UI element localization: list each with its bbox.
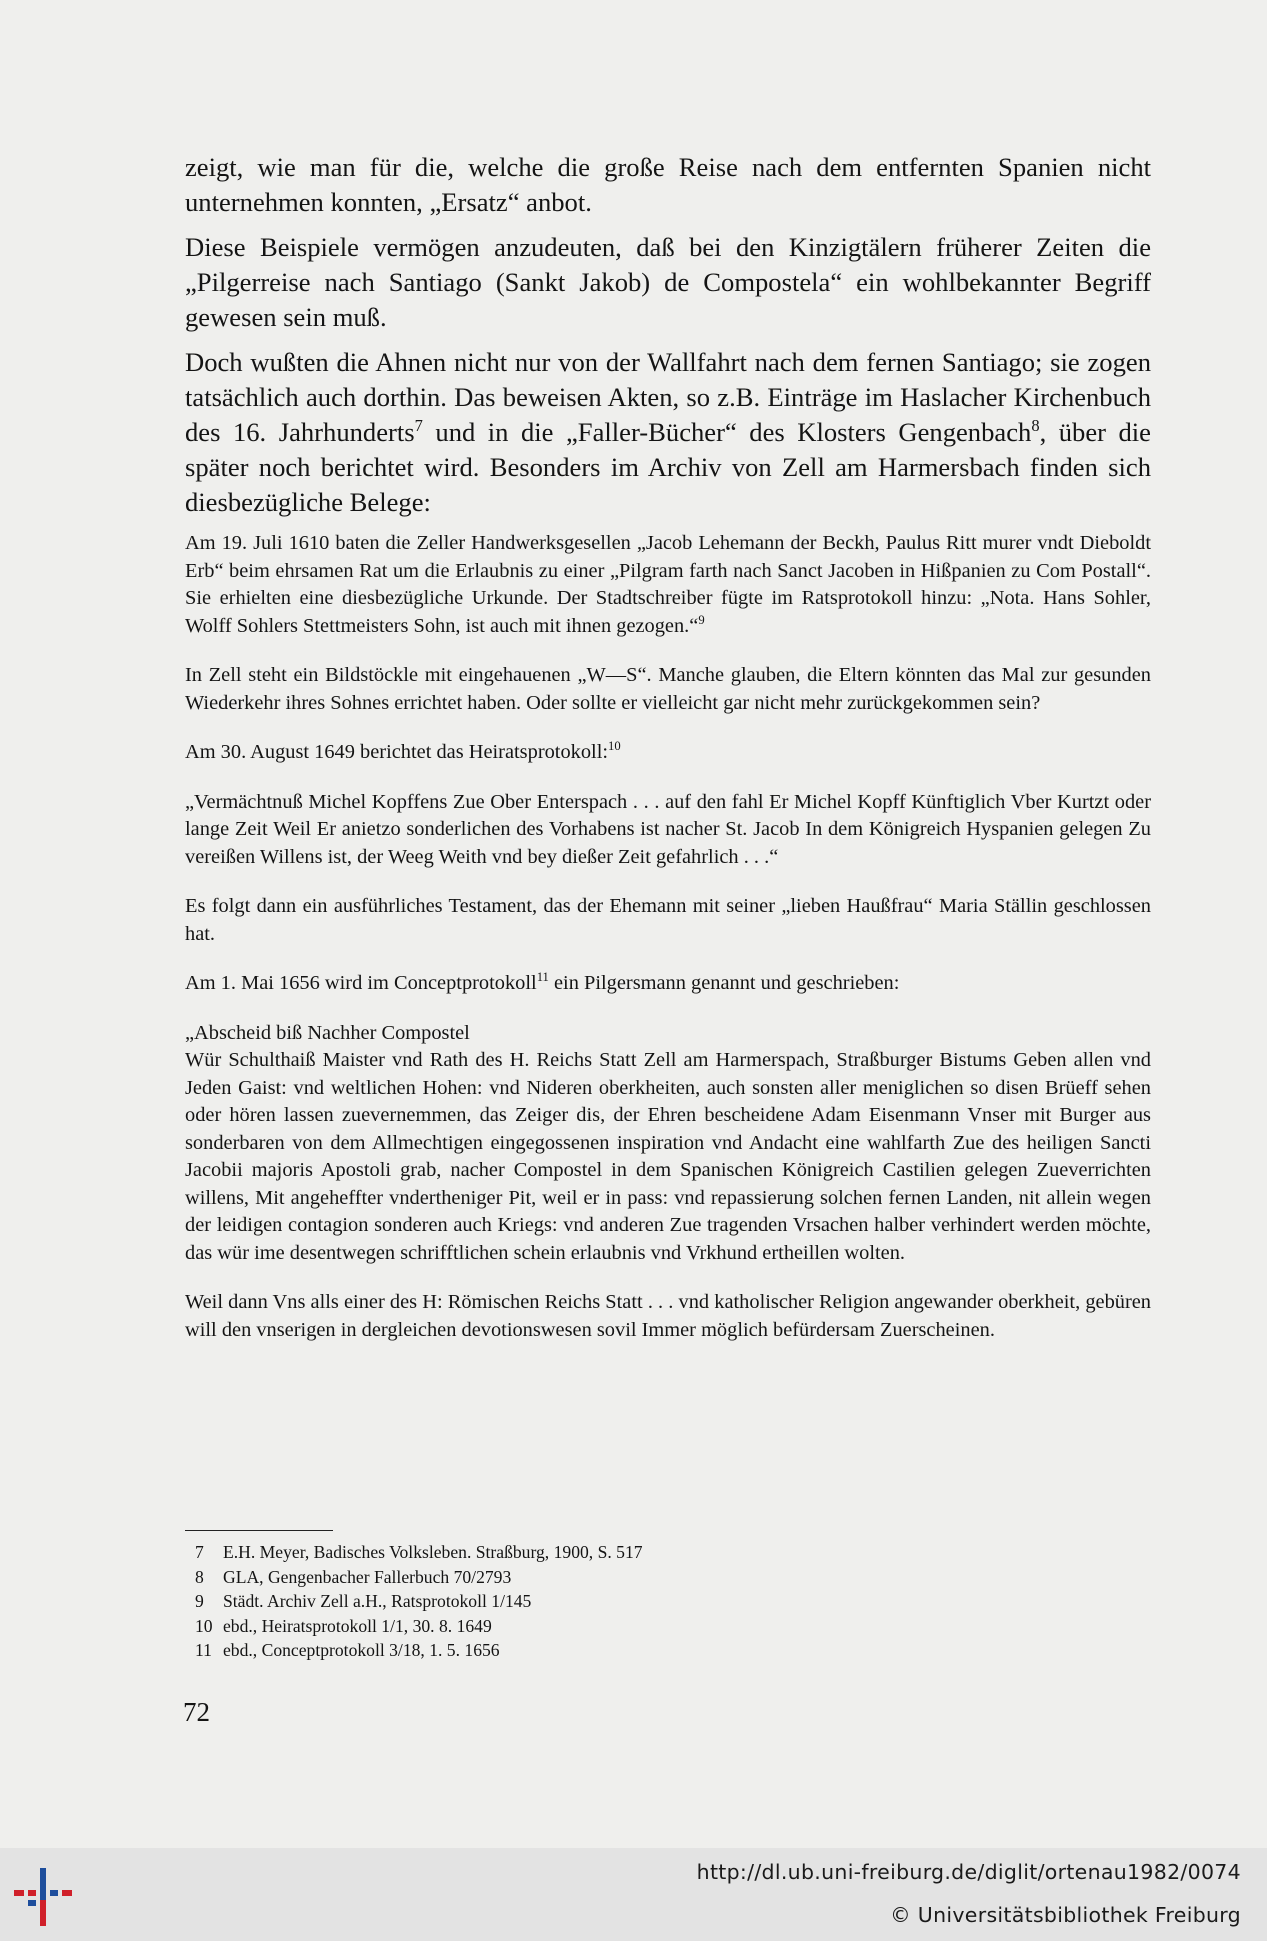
footnote-item <box>195 1565 643 1590</box>
paragraph-6-text: Am 30. August 1649 berichtet das Heiratsprotokoll: <box>185 741 609 763</box>
paragraph-6 <box>185 739 1151 767</box>
footnote-text: GLA, Gengenbacher Fallerbuch 70/2793 <box>223 1566 512 1587</box>
paragraph-8: Es folgt dann ein ausführliches Testament, das der Ehemann mit seiner „lieben Haußfrau“ Maria Ställin geschlossen hat. <box>185 895 1151 945</box>
footnote-text: Städt. Archiv Zell a.H., Ratsprotokoll 1/145 <box>223 1591 532 1611</box>
footnote-ref-9[interactable]: 9 <box>698 612 705 627</box>
paragraph-3-part-a: Doch wußten die Ahnen nicht nur von der Wallfahrt nach dem fernen Santiago; sie zogen tatsächlich auch dorthin. Das beweisen Akten, so z.B. Einträge im Haslacher Kirchenbuch des 16. Jahrhunderts <box>185 347 1151 447</box>
footnote-ref-10[interactable]: 10 <box>608 739 621 754</box>
footnote-text: E.H. Meyer, Badisches Volksleben. Straßburg, 1900, S. 517 <box>223 1542 643 1562</box>
footnote-number: 9 <box>195 1591 204 1611</box>
paragraph-2: Diese Beispiele vermögen anzudeuten, daß bei den Kinzigtälern früherer Zeiten die „Pilgerreise nach Santiago (Sankt Jakob) de Compostela“ ein wohlbekannter Begriff gewesen sein muß. <box>185 232 1151 332</box>
small-text-section <box>185 530 1151 1344</box>
paragraph-3-part-c: , über die später noch berichtet wird. Besonders im Archiv von Zell am Harmersbach finden sich diesbezügliche Belege: <box>185 417 1151 517</box>
paragraph-9-part-b: ein Pilgersmann genannt und geschrieben: <box>548 972 900 994</box>
footnote-number: 7 <box>195 1542 204 1562</box>
paragraph-7: „Vermächtnuß Michel Kopffens Zue Ober Enterspach . . . auf den fahl Er Michel Kopff Künftiglich Vber Kurtzt oder lange Zeit Weil Er anietzo sonderlichen des Vorhabens ist nacher St. Jacob In dem Königreich Hyspanien gelegen Zu vereißen Willens ist, der Weeg Weith vnd bey dießer Zeit gefahrlich . . .“ <box>185 790 1151 868</box>
footnote-text: ebd., Heiratsprotokoll 1/1, 30. 8. 1649 <box>223 1615 492 1636</box>
footnote-ref-8[interactable]: 8 <box>1031 415 1040 435</box>
document-url-link[interactable]: http://dl.ub.uni-freiburg.de/diglit/ortenau1982/0074 <box>696 1860 1241 1884</box>
footer-bar <box>0 1848 1267 1941</box>
paragraph-9-part-a: Am 1. Mai 1656 wird im Conceptprotokoll <box>185 972 537 994</box>
paragraph-3-part-b: und in die „Faller-Bücher“ des Klosters Gengenbach <box>422 417 1032 447</box>
paragraph-11: Weil dann Vns alls einer des H: Römischen Reichs Statt . . . vnd katholischer Religion angewander oberkheit, gebüren will den vnserigen in dergleichen devotionswesen sovil Immer möglich befürdersam Zuerscheinen. <box>185 1291 1151 1341</box>
footnote-ref-7[interactable]: 7 <box>414 415 423 435</box>
library-logo-icon[interactable] <box>12 1862 82 1932</box>
footnote-item <box>195 1589 643 1614</box>
paragraph-1: zeigt, wie man für die, welche die große Reise nach dem entfernten Spanien nicht unternehmen konnten, „Ersatz“ anbot. <box>185 152 1151 217</box>
paragraph-4-text: Am 19. Juli 1610 baten die Zeller Handwerksgesellen „Jacob Lehemann der Beckh, Paulus Ritt murer vndt Dieboldt Erb“ beim ehrsamen Rat um die Erlaubnis zu einer „Pilgram farth nach Sanct Jacoben in Hißpanien zu Com Postall“. Sie erhielten eine diesbezügliche Urkunde. Der Stadtschreiber fügte im Ratsprotokoll hinzu: „Nota. Hans Sohler, Wolff Sohlers Stettmeisters Sohn, ist auch mit ihnen gezogen.“ <box>185 532 1151 637</box>
paragraph-3 <box>185 345 1151 520</box>
footnote-item <box>195 1540 643 1565</box>
paragraph-5: In Zell steht ein Bildstöckle mit eingehauenen „W—S“. Manche glauben, die Eltern könnten das Mal zur gesunden Wiederkehr ihres Sohnes errichtet haben. Oder sollte er vielleicht gar nicht mehr zurückgekommen sein? <box>185 664 1151 714</box>
page-number: 72 <box>183 1697 210 1727</box>
footnotes <box>195 1540 643 1663</box>
paragraph-4 <box>185 530 1151 640</box>
large-text-section <box>185 150 1151 520</box>
footnote-text: ebd., Conceptprotokoll 3/18, 1. 5. 1656 <box>223 1640 500 1660</box>
copyright-notice: © Universitätsbibliothek Freiburg <box>890 1903 1241 1927</box>
footnote-number: 8 <box>195 1566 204 1587</box>
paragraph-9 <box>185 970 1151 998</box>
footnote-number: 11 <box>195 1640 212 1660</box>
footnote-ref-11[interactable]: 11 <box>536 970 549 985</box>
body-text <box>185 150 1151 1344</box>
footnote-item <box>195 1638 643 1663</box>
paragraph-10: Wür Schulthaiß Maister vnd Rath des H. Reichs Statt Zell am Harmerspach, Straßburger Bistums Geben allen vnd Jeden Gaist: vnd weltlichen Hohen: vnd Nideren oberkheiten, auch sonsten aller meniglichen so disen Brüeff sehen oder hören lassen zuevernemmen, das Zeiger dis, der Ehren bescheidene Adam Eisenmann Vnser mit Burger aus sonderbaren von dem Allmechtigen eingegossenen inspiration vnd Andacht eine wahlfarth Zue des heiligen Sancti Jacobii majoris Apostoli grab, nacher Compostel in dem Spanischen Königreich Castilien gelegen Zueverrichten willens, Mit angeheffter vndertheniger Pit, weil er in pass: vnd repassierung solchen fernen Landen, nit allein wegen der leidigen contagion sonderen auch Kriegs: vnd anderen Zue tragenden Vrsachen halber verhindert werden möchte, das wür ime desentwegen schrifftlichen schein erlaubnis vnd Vrkhund ertheillen wolten. <box>185 1049 1151 1264</box>
footnote-divider <box>185 1530 333 1531</box>
paragraph-10-title: „Abscheid biß Nachher Compostel <box>185 1021 470 1044</box>
footnote-number: 10 <box>195 1615 213 1636</box>
footnote-item <box>195 1614 643 1639</box>
